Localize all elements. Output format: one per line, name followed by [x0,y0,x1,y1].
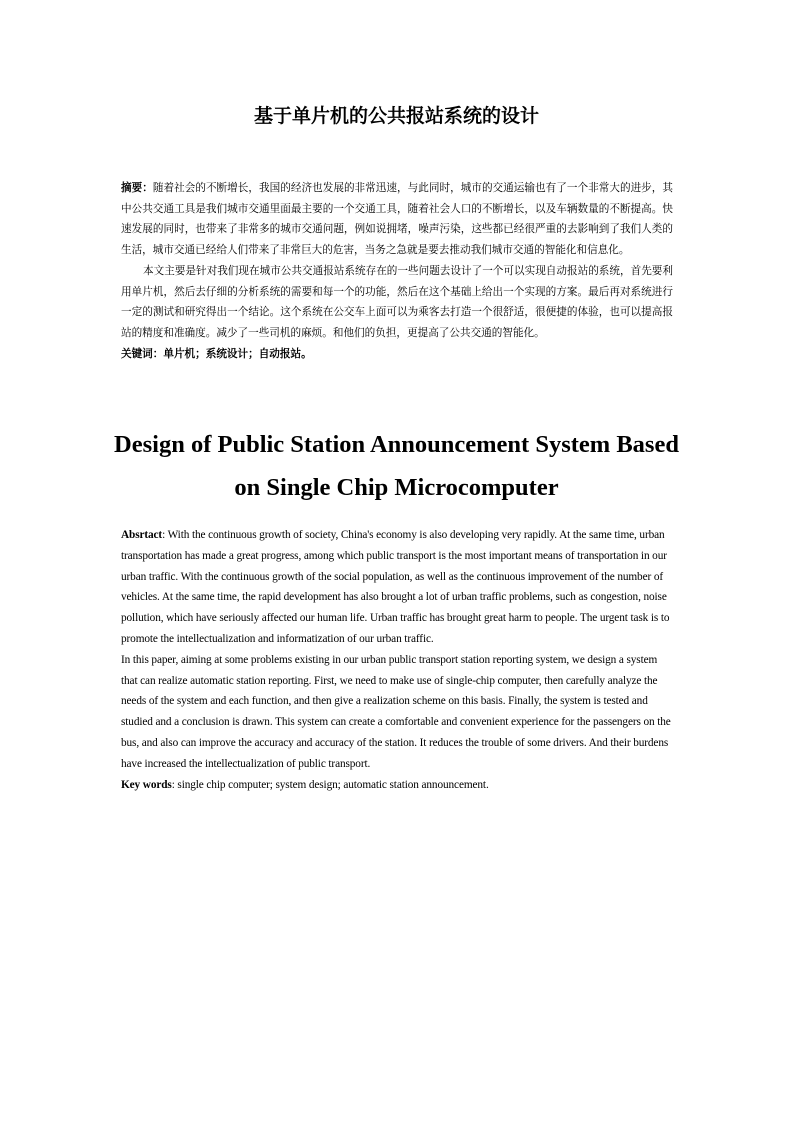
english-title-line-2: on Single Chip Microcomputer [234,474,559,501]
english-title [100,423,693,509]
english-keywords-text: : single chip computer; system design; automatic station announcement. [171,778,489,791]
chinese-abstract-label: 摘要： [121,182,153,194]
chinese-abstract-paragraph-1 [121,178,673,261]
english-title-line-1: Design of Public Station Announcement System Based [114,431,679,458]
chinese-title: 基于单片机的公共报站系统的设计 [253,105,539,127]
english-abstract-paragraph-2: In this paper, aiming at some problems existing in our urban public transport station reporting system, we design a system that can realize automatic station reporting. First, we need to make use of single-chip computer, then carefully analyze the needs of the system and each function, and then give a realization scheme on this basis. Finally, the system is tested and studied and a conclusion is drawn. This system can create a comfortable and convenient experience for the passengers on the bus, and also can improve the accuracy and accuracy of the station. It reduces the trouble of some drivers. And their burdens have increased the intellectualization of public transport. [121,653,671,770]
chinese-abstract-paragraph-2: 本文主要是针对我们现在城市公共交通报站系统存在的一些问题去设计了一个可以实现自动报站的系统，首先要利用单片机，然后去仔细的分析系统的需要和每一个的功能，然后在这个基础上给出一个实现的方案。最后再对系统进行一定的测试和研究得出一个结论。这个系统在公交车上面可以为乘客去打造一个很舒适，很便捷的体验，也可以提高报站的精度和准确度。减少了一些司机的麻烦。和他们的负担，更提高了公共交通的智能化。 [121,264,673,339]
english-abstract-text-1: : With the continuous growth of society, China's economy is also developing very rapidly. At the same time, urban transportation has made a great progress, among which public transport is the most important means of transportation in our urban traffic. With the continuous growth of the social population, as well as the continuous improvement of the number of vehicles. At the same time, the rapid development has also brought a lot of urban traffic problems, such as congestion, noise pollution, which have seriously affected our human life. Urban traffic has brought great harm to people. The urgent task is to promote the intellectualization and informatization of our urban traffic. [121,529,670,645]
chinese-abstract [121,178,673,364]
chinese-abstract-text-1: 随着社会的不断增长，我国的经济也发展的非常迅速，与此同时，城市的交通运输也有了一个非常大的进步，其中公共交通工具是我们城市交通里面最主要的一个交通工具，随着社会人口的不断增长，以及车辆数量的不断提高。快速发展的同时，也带来了非常多的城市交通问题，例如说拥堵，噪声污染，这些都已经很严重的去影响到了我们人类的生活，城市交通已经给人们带来了非常巨大的危害，当务之急就是要去推动我们城市交通的智能化和信息化。 [121,182,674,257]
english-keywords [121,775,674,796]
english-abstract-paragraph-1 [121,525,674,650]
english-abstract [121,525,674,795]
english-abstract-label: Absrtact [121,529,163,541]
chinese-keywords: 关键词：单片机；系统设计；自动报站。 [121,347,312,360]
english-keywords-label: Key words [121,778,172,791]
